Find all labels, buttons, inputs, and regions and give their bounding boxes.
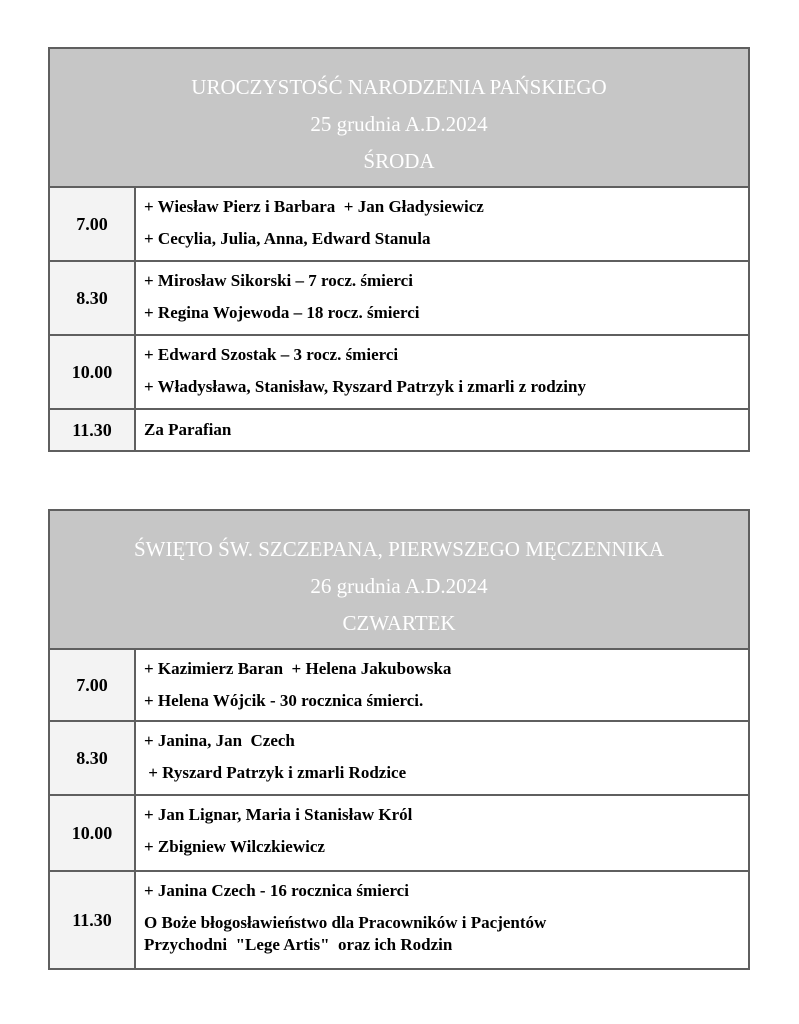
mass-row — [50, 262, 748, 336]
mass-row — [50, 188, 748, 262]
mass-intentions — [136, 188, 748, 260]
intention: + Helena Wójcik - 30 rocznica śmierci. — [144, 691, 424, 710]
mass-row — [50, 796, 748, 872]
mass-time: 10.00 — [50, 336, 136, 408]
mass-time: 11.30 — [50, 872, 136, 968]
mass-intentions — [136, 262, 748, 334]
feast-weekday: ŚRODA — [363, 149, 435, 173]
feast-date: 26 grudnia A.D.2024 — [310, 574, 488, 598]
mass-intentions — [136, 410, 748, 450]
mass-time: 7.00 — [50, 188, 136, 260]
intention: + Kazimierz Baran + Helena Jakubowska — [144, 659, 452, 678]
mass-time: 8.30 — [50, 722, 136, 794]
intention: + Regina Wojewoda – 18 rocz. śmierci — [144, 303, 420, 322]
mass-row — [50, 336, 748, 410]
mass-row — [50, 410, 748, 450]
mass-intentions — [136, 336, 748, 408]
schedule-header — [50, 49, 748, 188]
mass-intentions — [136, 796, 748, 870]
feast-title: UROCZYSTOŚĆ NARODZENIA PAŃSKIEGO — [191, 75, 607, 99]
mass-row — [50, 872, 748, 968]
mass-time: 8.30 — [50, 262, 136, 334]
feast-date: 25 grudnia A.D.2024 — [310, 112, 488, 136]
intention: Za Parafian — [144, 420, 232, 439]
intention: Przychodni "Lege Artis" oraz ich Rodzin — [144, 935, 453, 954]
mass-intentions — [136, 722, 748, 794]
mass-time: 10.00 — [50, 796, 136, 870]
intention: + Jan Lignar, Maria i Stanisław Król — [144, 805, 413, 824]
intention: + Janina, Jan Czech — [144, 731, 295, 750]
intention: + Janina Czech - 16 rocznica śmierci — [144, 881, 409, 900]
intention: + Cecylia, Julia, Anna, Edward Stanula — [144, 229, 431, 248]
intention: + Wiesław Pierz i Barbara + Jan Gładysiewicz — [144, 197, 484, 216]
feast-weekday: CZWARTEK — [342, 611, 456, 635]
mass-row — [50, 722, 748, 796]
mass-intentions — [136, 650, 748, 720]
mass-schedule-christmas — [48, 47, 750, 452]
mass-time: 7.00 — [50, 650, 136, 720]
mass-intentions — [136, 872, 748, 968]
intention: + Edward Szostak – 3 rocz. śmierci — [144, 345, 399, 364]
intention: + Mirosław Sikorski – 7 rocz. śmierci — [144, 271, 413, 290]
intention: + Władysława, Stanisław, Ryszard Patrzyk i zmarli z rodziny — [144, 377, 586, 396]
schedule-header — [50, 511, 748, 650]
mass-row — [50, 650, 748, 722]
mass-schedule-st-stephen — [48, 509, 750, 970]
intention: + Zbigniew Wilczkiewicz — [144, 837, 325, 856]
feast-title: ŚWIĘTO ŚW. SZCZEPANA, PIERWSZEGO MĘCZENNIKA — [133, 537, 665, 561]
mass-time: 11.30 — [50, 410, 136, 450]
intention: + Ryszard Patrzyk i zmarli Rodzice — [144, 763, 407, 782]
intention: O Boże błogosławieństwo dla Pracowników i Pacjentów — [144, 913, 547, 932]
